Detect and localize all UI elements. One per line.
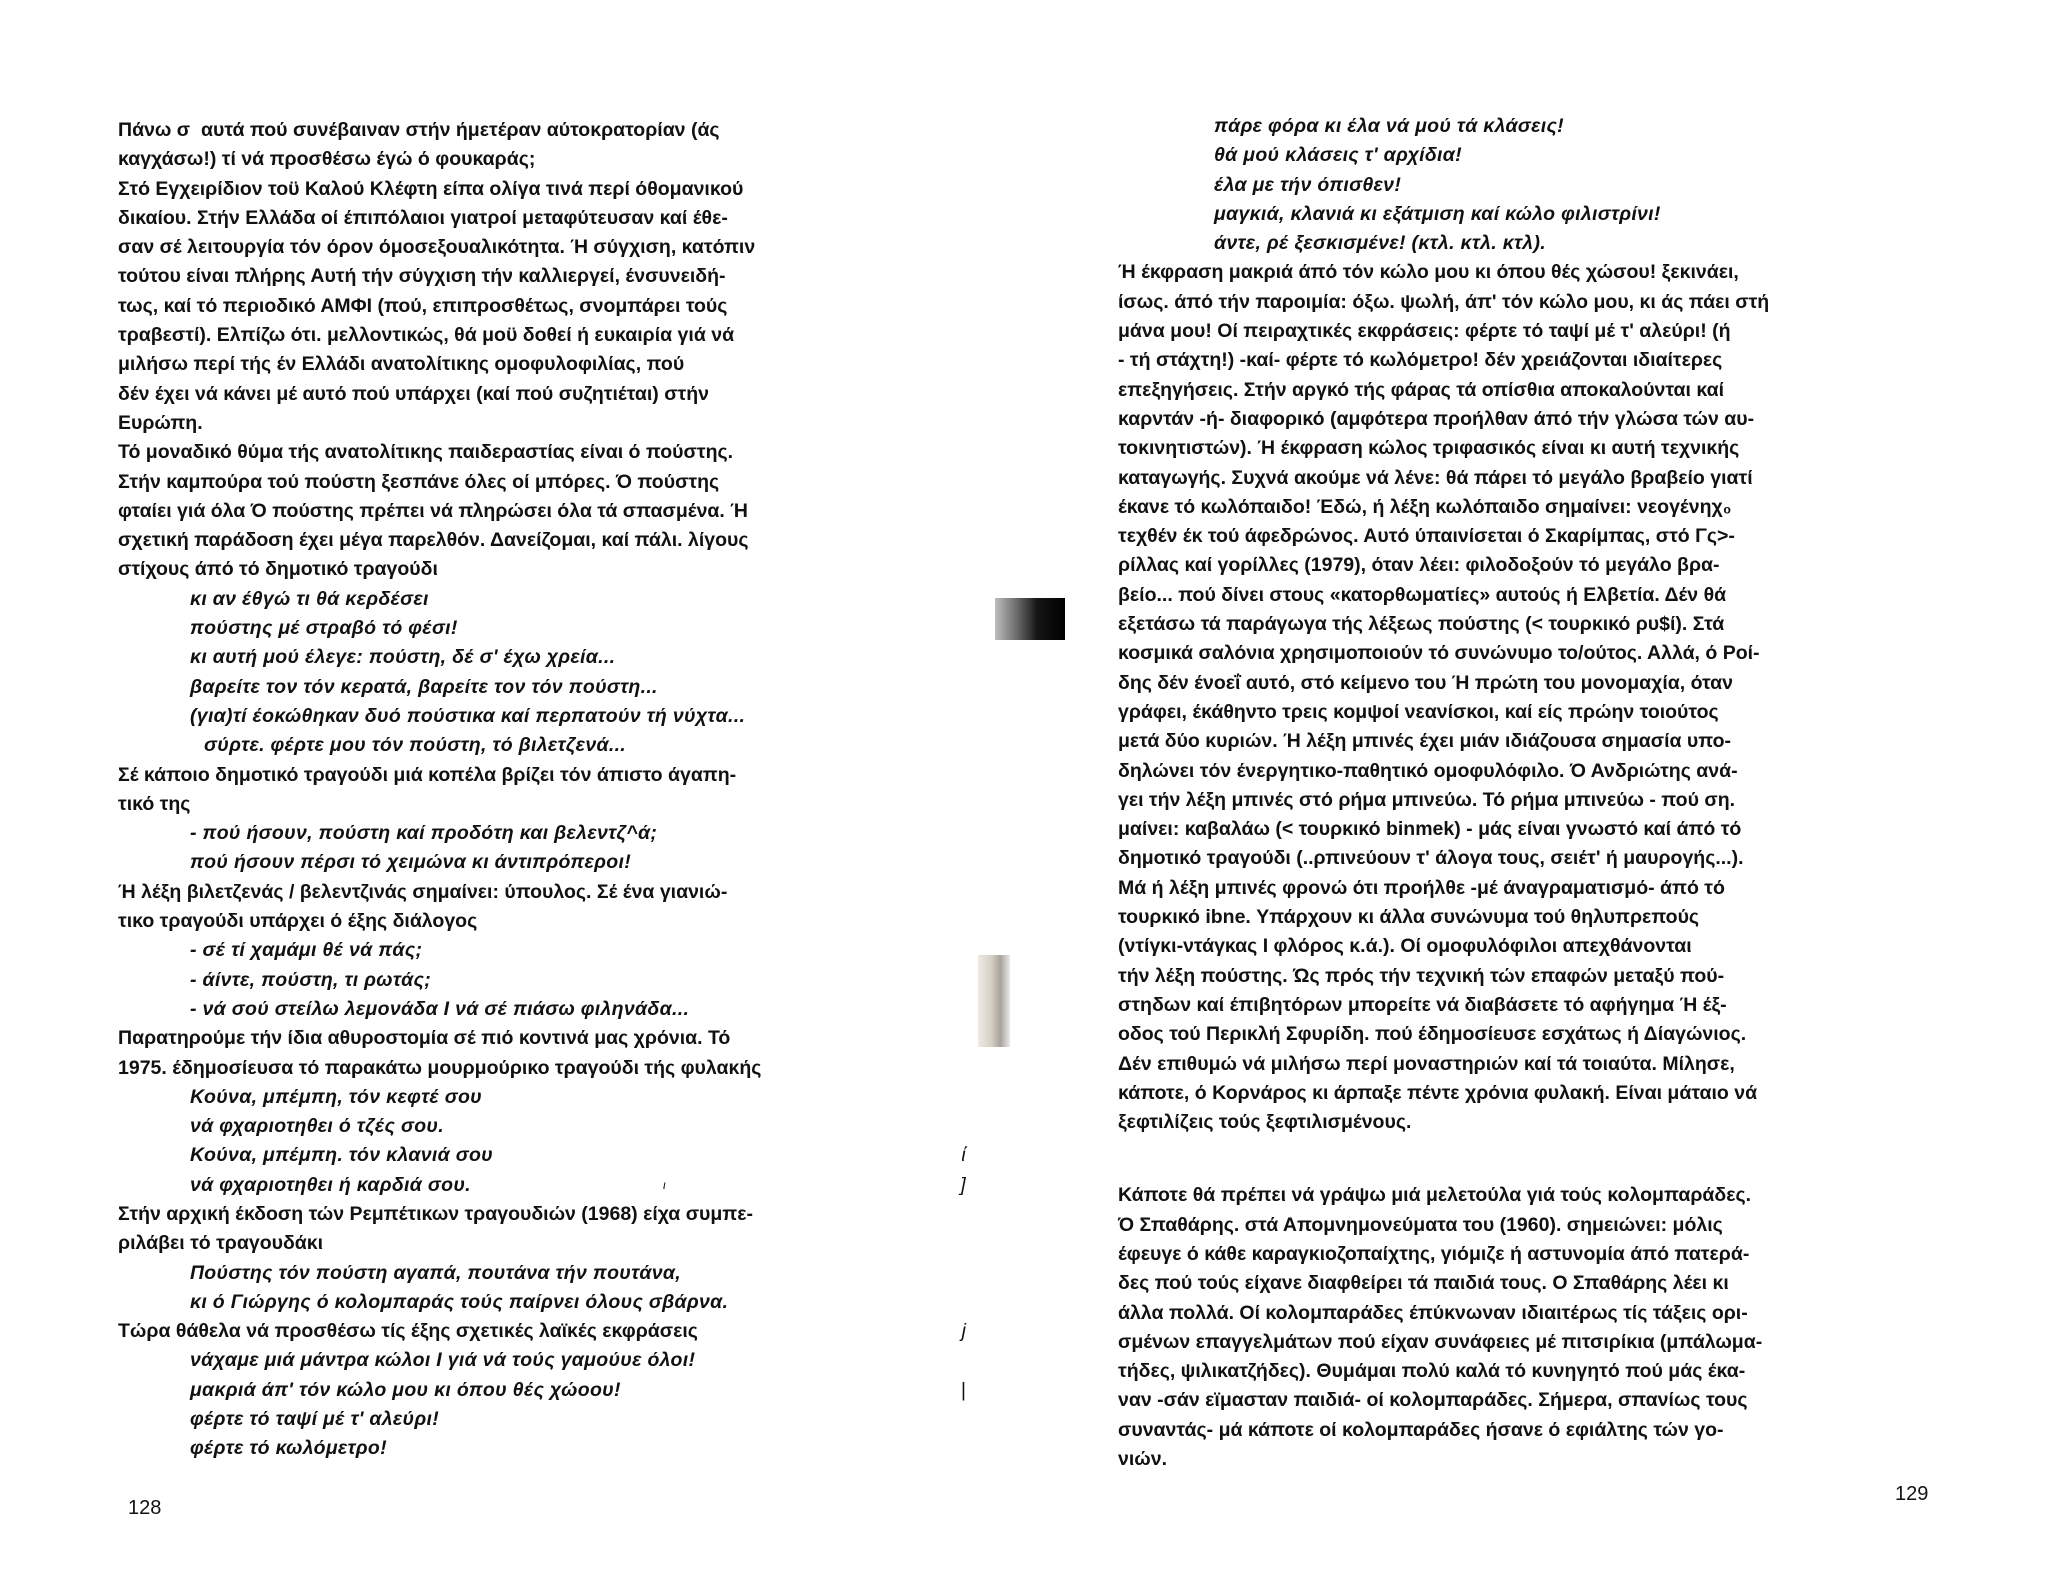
page-number: 128 [128, 1497, 162, 1519]
text-line: επεξηγήσεις. Στήν αργκό τής φάρας τά οπίσθια αποκαλούνται καί [1118, 378, 1725, 401]
text-line: βείο... πού δίνει στους «κατορθωματίες» αυτούς ή Ελβετία. Δέν θά [1118, 583, 1727, 606]
verse-line: έλα με τήν όπισθεν! [1214, 173, 1402, 196]
left-page [0, 0, 1008, 1593]
verse-line: πούστης μέ στραβό τό φέσι! [190, 617, 458, 640]
text-line: τως, καί τό περιοδικό ΑΜΦΙ (πού, επιπροσθέτως, σνομπάρει τούς [118, 294, 728, 317]
text-line: τικό της [118, 792, 191, 815]
verse-line: φέρτε τό κωλόμετρο! [190, 1437, 387, 1460]
right-page-text [1118, 112, 1964, 1474]
verse-line: σύρτε. φέρτε μου τόν πούστη, τό βιλετζενά... [204, 734, 627, 757]
text-line: 1975. έδημοσίευσα τό παρακάτω μουρμούρικο τραγούδι τής φυλακής [118, 1056, 762, 1079]
verse-line: νά φχαριοτηθει ή καρδιά σου. ι ] [118, 1171, 966, 1200]
text-line: τεχθέν έκ τού άφεδρώνος. Αυτό ύπαινίσεται ό Σκαρίμπας, στό Γς>- [1118, 525, 1735, 548]
text-line: δημοτικό τραγούδι (..ρπινεύουν τ' άλογα τους, σειέτ' ή μαυρογής...). [1118, 847, 1744, 870]
text-line: γει τήν λέξη μπινές στό ρήμα μπινεύω. Τό ρήμα μπινεύω - πού ση. [1118, 788, 1736, 811]
verse-line: φέρτε τό ταψί μέ τ' αλεύρι! [190, 1408, 439, 1431]
text-line: φταίει γιά όλα Ό πούστης πρέπει νά πληρώσει όλα τά σπασμένα. Ή [118, 499, 748, 522]
margin-mark: ί [961, 1144, 966, 1167]
text-line: Στήν αρχική έκδοση τών Ρεμπέτικων τραγουδιών (1968) είχα συμπε- [118, 1202, 753, 1225]
text-line: καρντάν -ή- διαφορικό (αμφότερα προήλθαν άπό τήν γλώσα τών αυ- [1118, 407, 1755, 430]
verse-line: μακριά άπ' τόν κώλο μου κι όπου θές χώοου! | [118, 1376, 966, 1405]
text-line: οδος τού Περικλή Σφυρίδη. πού έδημοσίευσε εσχάτως ή Δίαγώνιος. [1118, 1023, 1747, 1046]
text-line: συναντάς- μά κάποτε οί κολομπαράδες ήσανε ό εφιάλτης τών γο- [1118, 1418, 1724, 1441]
scan-artifact [978, 955, 1010, 1047]
margin-mark: ] [960, 1173, 966, 1196]
text-line: άλλα πολλά. Οί κολομπαράδες έπύκνωναν ιδιαιτέρως τίς τάξεις ορι- [1118, 1301, 1748, 1324]
verse-line: - νά σού στείλω λεμονάδα I νά σέ πιάσω φιληνάδα... [190, 997, 690, 1020]
text-line: Ό Σπαθάρης. στά Απομνημονεύματα του (1960). σημειώνει: μόλις [1118, 1213, 1723, 1236]
text-line: εξετάσω τά παράγωγα τής λέξεως πούστης (< τουρκικό ρυ$ί). Στά [1118, 613, 1725, 636]
verse-line: (για)τί έοκώθηκαν δυό πούστικα καί περπατούν τή νύχτα... [190, 704, 746, 727]
verse-line: πάρε φόρα κι έλα νά μού τά κλάσεις! [1214, 115, 1564, 137]
text-line: καγχάσω!) τί νά προσθέσω έγώ ό φουκαράς; [118, 148, 536, 171]
verse-line: κι ό Γιώργης ό κολομπαράς τούς παίρνει όλους σβάρνα. [190, 1290, 729, 1313]
text-line: δέν έχει νά κάνει μέ αυτό πού υπάρχει (καί πού συζητιέται) στήν [118, 382, 709, 405]
text-line: τοκινητιστών). Ή έκφραση κώλος τριφασικός είναι κι αυτή τεχνικής [1118, 437, 1740, 460]
verse-line: μαγκιά, κλανιά κι εξάτμιση καί κώλο φιλιστρίνι! [1214, 202, 1661, 225]
text-line: τήν λέξη πούστης. Ώς πρός τήν τεχνική τών επαφών μεταξύ πού- [1118, 964, 1725, 987]
page-number: 129 [1895, 1483, 1929, 1505]
text-line: τικο τραγούδι υπάρχει ό έξης διάλογος [118, 910, 478, 933]
margin-mark: j [961, 1320, 966, 1343]
verse-line: - σέ τί χαμάμι θέ νά πάς; [190, 939, 423, 962]
text-line: δες πού τούς είχανε διαφθείρει τά παιδιά τους. Ο Σπαθάρης λέει κι [1118, 1272, 1729, 1295]
text-line: μιλήσω περί τής έν Ελλάδι ανατολίτικης ομοφυλοφιλίας, πού [118, 353, 685, 376]
verse-line: νάχαμε μιά μάντρα κώλοι I γιά νά τούς γαμούυε όλοι! [190, 1349, 696, 1372]
verse-line: βαρείτε τον τόν κερατά, βαρείτε τον τόν πούστη... [190, 675, 658, 698]
text-line: έφευγε ό κάθε καραγκιοζοπαίχτης, γιόμιζε ή αστυνομία άπό πατερά- [1118, 1242, 1750, 1265]
text-line: - τή στάχτη!) -καί- φέρτε τό κωλόμετρο! δέν χρειάζονται ιδιαίτερες [1118, 349, 1723, 372]
text-line: Τό μοναδικό θύμα τής ανατολίτικης παιδεραστίας είναι ό πούστης. [118, 441, 734, 464]
text-line: καταγωγής. Συχνά ακούμε νά λένε: θά πάρει τό μεγάλο βραβείο γιατί [1118, 466, 1753, 489]
verse-line: νά φχαριοτηθει ό τζές σου. [190, 1115, 444, 1138]
verse-line: Κούνα, μπέμπη. τόν κλανιά σου ί [118, 1141, 966, 1170]
verse-line: - πού ήσουν, πούστη καί προδότη και βελεντζ^ά; [190, 822, 658, 845]
text-line: μάνα μου! Οί πειραχτικές εκφράσεις: φέρτε τό ταψί μέ τ' αλεύρι! (ή [1118, 320, 1731, 343]
left-page-text [118, 116, 966, 1464]
text-line: Στήν καμπούρα τού πούστη ξεσπάνε όλες οί μπόρες. Ό πούστης [118, 470, 720, 493]
verse-line: κι αν έθγώ τι θά κερδέσει [190, 587, 429, 610]
verse-line: κι αυτή μού έλεγε: πούστη, δέ σ' έχω χρεία... [190, 646, 616, 669]
text-line: Σέ κάποιο δημοτικό τραγούδι μιά κοπέλα βρίζει τόν άπιστο άγαπη- [118, 763, 737, 786]
text-line: τήδες, ψιλικατζήδες). Θυμάμαι πολύ καλά τό κυνηγητό πού μάς έκα- [1118, 1360, 1746, 1383]
text-line: σαν σέ λειτουργία τόν όρον όμοσεξουαλικότητα. Ή σύγχιση, κατόπιν [118, 236, 756, 259]
text-line: (ντίγκι-ντάγκας I φλόρος κ.ά.). Οί ομοφυλόφιλοι απεχθάνονται [1118, 935, 1692, 958]
verse-line: άντε, ρέ ξεσκισμένε! (κτλ. κτλ. κτλ). [1214, 232, 1546, 255]
text-line: μετά δύο κυριών. Ή λέξη μπινές έχει μιάν ιδιάζουσα σημασία υπο- [1118, 730, 1732, 753]
text-line: Ή έκφραση μακριά άπό τόν κώλο μου κι όπου θές χώσου! ξεκινάει, [1118, 261, 1739, 284]
text-line: σχετική παράδοση έχει μέγα παρελθόν. Δανείζομαι, καί πάλι. λίγους [118, 529, 749, 552]
text-line: ίσως. άπό τήν παροιμία: όξω. ψωλή, άπ' τόν κώλο μου, κι άς πάει στή [1118, 290, 1770, 313]
text-line: ριλάβει τό τραγουδάκι [118, 1232, 324, 1255]
text-line: τραβεστί). Ελπίζω ότι. μελλοντικώς, θά μοϋ δοθεί ή ευκαιρία γιά νά [118, 324, 735, 347]
text-line: Παρατηρούμε τήν ίδια αθυροστομία σέ πιό κοντινά μας χρόνια. Τό [118, 1027, 731, 1050]
text-line: γράφει, έκάθηντο τρεις κομψοί νεανίσκοι, καί είς πρώην τοιούτος [1118, 700, 1719, 723]
text-line: Ή λέξη βιλετζενάς / βελεντζινάς σημαίνει: ύπουλος. Σέ ένα γιανιώ- [118, 880, 728, 903]
text-line: Πάνω σ αυτά πού συνέβαιναν στήν ήμετέραν αύτοκρατορίαν (άς [118, 119, 720, 141]
text-line: έκανε τό κωλόπαιδο! Έδώ, ή λέξη κωλόπαιδο σημαίνει: νεογένηχ₀ [1118, 495, 1732, 518]
text-line: Ευρώπη. [118, 411, 203, 434]
verse-line: - άίντε, πούστη, τι ρωτάς; [190, 968, 431, 991]
text-line: Δέν επιθυμώ νά μιλήσω περί μοναστηριών καί τά τοιαύτα. Μίλησε, [1118, 1052, 1735, 1075]
paragraph-gap [1118, 1137, 1964, 1181]
text-line: Κάποτε θά πρέπει νά γράψω μιά μελετούλα γιά τούς κολομπαράδες. [1118, 1184, 1752, 1207]
text-line: κοσμικά σαλόνια χρησιμοποιούν τό συνώνυμο το/ούτος. Αλλά, ό Ροί- [1118, 642, 1760, 665]
right-page [1008, 0, 2048, 1593]
text-line: σμένων επαγγελμάτων πού είχαν συνάφειες μέ πιτσιρίκια (μπάλωμα- [1118, 1330, 1763, 1353]
text-line: δικαίου. Στήν Ελλάδα οί έπιπόλαιοι γιατροί μεταφύτευσαν καί έθε- [118, 206, 728, 229]
text-line: ρίλλας καί γορίλλες (1979), όταν λέει: φιλοδοξούν τό μεγάλο βρα- [1118, 554, 1720, 577]
text-line: δηλώνει τόν ένεργητικο-παθητικό ομοφυλόφιλο. Ό Ανδριώτης ανά- [1118, 759, 1738, 782]
text-line: τούτου είναι πλήρης Αυτή τήν σύγχιση τήν καλλιεργεί, ένσυνειδή- [118, 265, 726, 288]
text-line: κάποτε, ό Κορνάρος κι άρπαξε πέντε χρόνια φυλακή. Είναι μάταιο νά [1118, 1081, 1758, 1104]
verse-line: θά μού κλάσεις τ' αρχίδια! [1214, 144, 1462, 167]
text-line: ξεφτιλίζεις τούς ξεφτιλισμένους. [1118, 1111, 1412, 1134]
text-line: στίχους άπό τό δημοτικό τραγούδι [118, 558, 438, 581]
verse-line: Πούστης τόν πούστη αγαπά, πουτάνα τήν πουτάνα, [190, 1261, 682, 1284]
text-line: Στό Εγχειρίδιον τοϋ Καλού Κλέφτη είπα ολίγα τινά περί όθομανικού [118, 177, 744, 200]
text-line: δης δέν ένοεΐ αυτό, στό κείμενο του Ή πρώτη του μονομαχία, όταν [1118, 671, 1733, 694]
text-line: νιών. [1118, 1448, 1167, 1471]
text-line: Τώρα θάθελα νά προσθέσω τίς έξης σχετικές λαϊκές εκφράσεις j [118, 1317, 966, 1346]
text-line: τουρκικό ibne. Υπάρχουν κι άλλα συνώνυμα τού θηλυπρεπούς [1118, 906, 1700, 929]
verse-line: Κούνα, μπέμπη, τόν κεφτέ σου [190, 1085, 483, 1108]
margin-mark: ι [663, 1177, 666, 1192]
text-line: Μά ή λέξη μπινές φρονώ ότι προήλθε -μέ άναγραματισμό- άπό τό [1118, 876, 1725, 899]
verse-line: πού ήσουν πέρσι τό χειμώνα κι άντιπρόπεροι! [190, 851, 631, 874]
text-line: στηδων καί έπιβητόρων μπορείτε νά διαβάσετε τό αφήγημα Ή έξ- [1118, 993, 1727, 1016]
margin-mark: | [960, 1378, 966, 1401]
text-line: ναν -σάν εϊμασταν παιδιά- οί κολομπαράδες. Σήμερα, σπανίως τους [1118, 1389, 1748, 1412]
text-line: μαίνει: καβαλάω (< τουρκικό binmek) - μάς είναι γνωστό καί άπό τό [1118, 818, 1742, 841]
